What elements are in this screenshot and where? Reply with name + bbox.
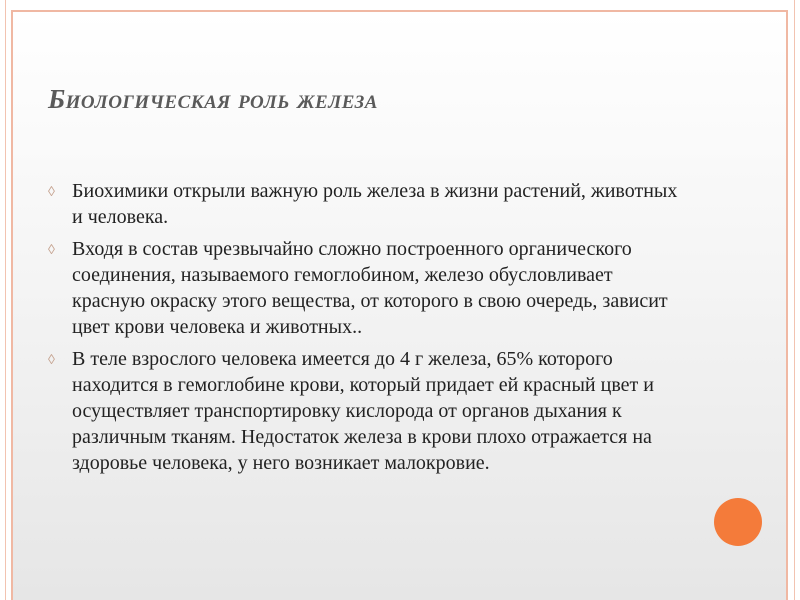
orange-circle-decoration [714,498,762,546]
bullet-item [48,236,688,340]
bullet-list [48,178,688,482]
right-accent-line [794,0,795,600]
bullet-text: В теле взрослого человека имеется до 4 г железа, 65% которого находится в гемоглобине крови, который придает ей красный цвет и осуществляет транспортировку кислорода от органов дыхания к различным тканям. Недостаток железа в крови плохо отражается на здоровье человека, у него возникает малокровие. [72,348,654,474]
bullet-item [48,346,688,476]
hollow-diamond-bullet-icon: ◊ [48,185,55,200]
hollow-diamond-bullet-icon: ◊ [48,243,55,258]
bullet-text: Биохимики открыли важную роль железа в жизни растений, животных и человека. [72,180,678,228]
left-accent-line [5,0,6,600]
slide-title: Биологическая роль железа [48,84,378,114]
bullet-item [48,178,688,230]
hollow-diamond-bullet-icon: ◊ [48,353,55,368]
bullet-text: Входя в состав чрезвычайно сложно построенного органического соединения, называемого гемоглобином, железо обусловливает красную окраску этого вещества, от которого в свою очередь, зависит цвет крови человека и животных.. [72,238,668,338]
